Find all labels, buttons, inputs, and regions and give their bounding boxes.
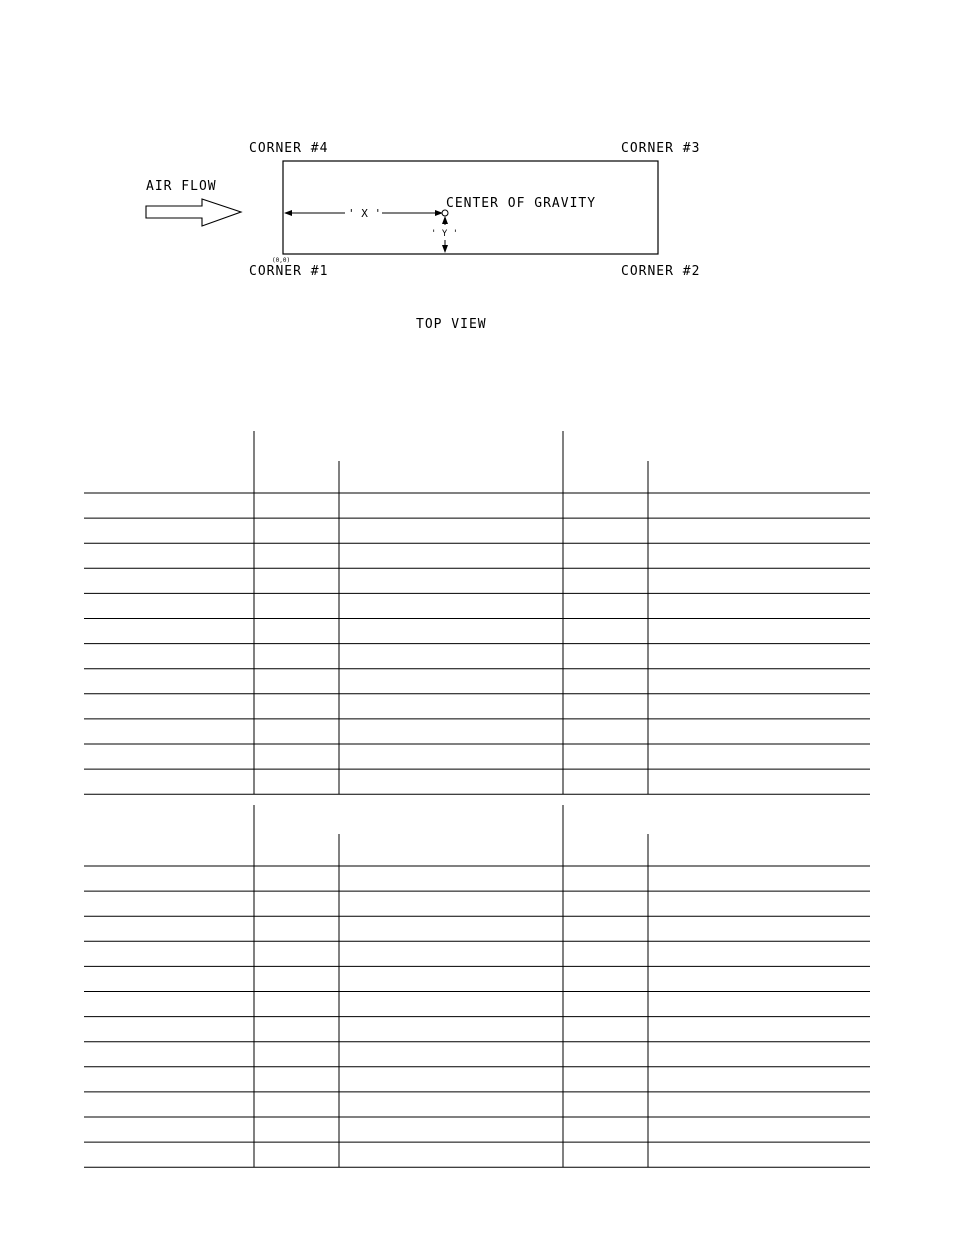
y-dimension-label: ' Y ': [431, 229, 459, 239]
corner-4-label: CORNER #4: [249, 141, 329, 156]
corner-3-label: CORNER #3: [621, 141, 701, 156]
origin-label: (0,0): [272, 257, 291, 264]
corner-1-label: CORNER #1: [249, 264, 329, 279]
x-dimension-label: ' X ': [348, 207, 382, 220]
center-of-gravity-marker-icon: [442, 210, 448, 216]
air-flow-label: AIR FLOW: [146, 179, 217, 194]
air-flow-arrow-icon: [146, 199, 241, 226]
view-title: TOP VIEW: [416, 317, 487, 332]
center-of-gravity-label: CENTER OF GRAVITY: [446, 196, 597, 211]
corner-2-label: CORNER #2: [621, 264, 701, 279]
top-view-diagram: [146, 141, 700, 332]
weight-tables: [84, 431, 870, 1167]
